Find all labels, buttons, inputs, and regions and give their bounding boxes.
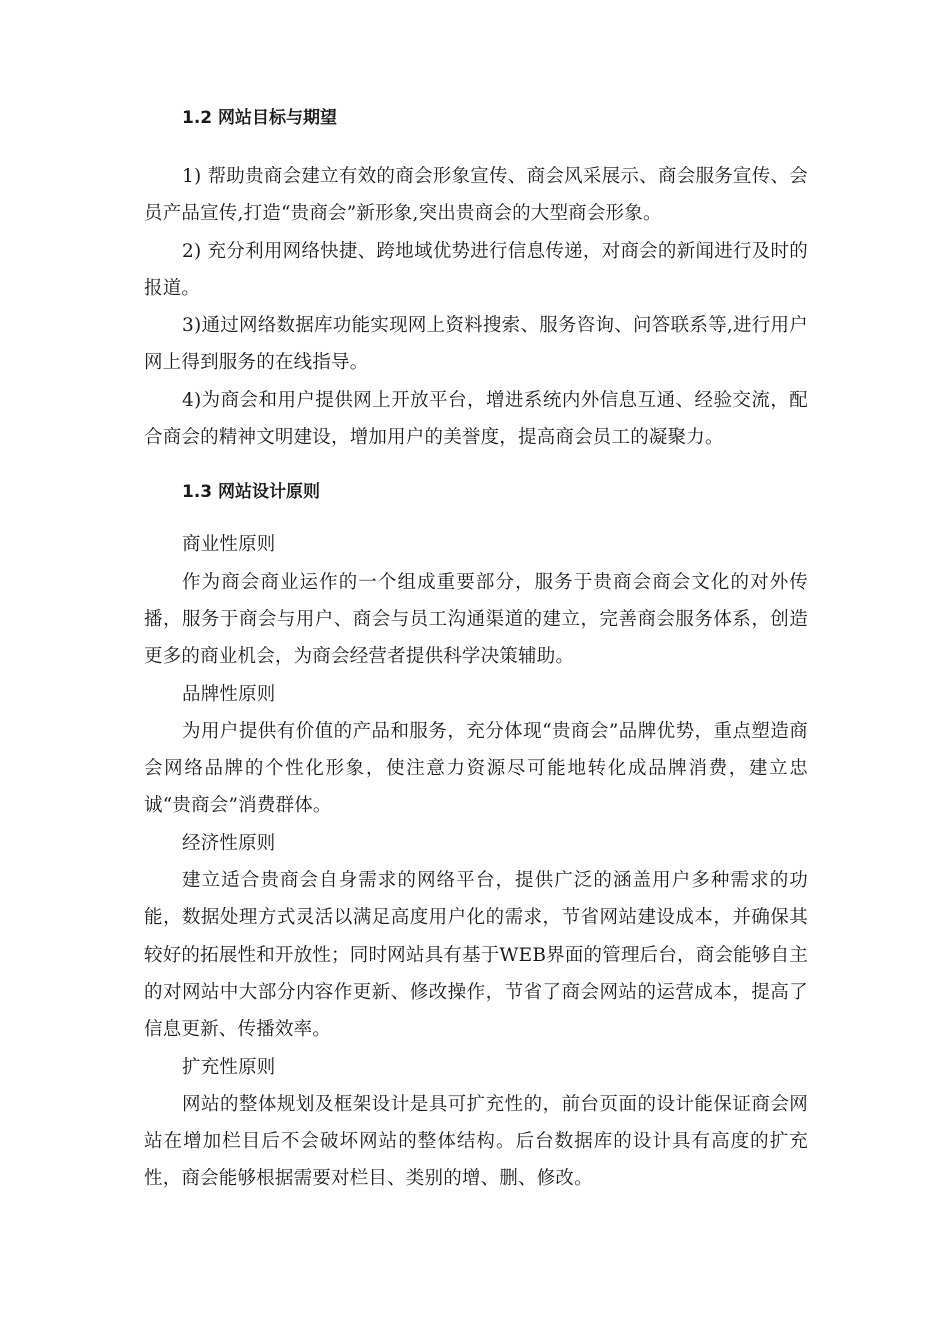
goals-list: [144, 158, 808, 456]
principle-title-brand: 品牌性原则: [182, 683, 276, 705]
goal-item-3: 3)通过网络数据库功能实现网上资料搜索、服务咨询、问答联系等,进行用户网上得到服务的在线指导。: [144, 315, 808, 374]
principles-list: [144, 526, 808, 1197]
principle-title-commercial: 商业性原则: [182, 534, 276, 556]
principle-title-extensibility: 扩充性原则: [182, 1056, 276, 1078]
goal-item-1: 1) 帮助贵商会建立有效的商会形象宣传、商会风采展示、商会服务宣传、会员产品宣传,打造“贵商会”新形象,突出贵商会的大型商会形象。: [144, 166, 808, 225]
principle-body-economy: 建立适合贵商会自身需求的网络平台，提供广泛的涵盖用户多种需求的功能，数据处理方式灵活以满足高度用户化的需求，节省网站建设成本，并确保其较好的拓展性和开放性；同时网站具有基于WEB界面的管理后台，商会能够自主的对网站中大部分内容作更新、修改操作，节省了商会网站的运营成本，提高了信息更新、传播效率。: [144, 870, 808, 1041]
goal-item-4: 4)为商会和用户提供网上开放平台，增进系统内外信息互通、经验交流，配合商会的精神文明建设，增加用户的美誉度，提高商会员工的凝聚力。: [144, 389, 808, 449]
goal-item-2: 2) 充分利用网络快捷、跨地域优势进行信息传递，对商会的新闻进行及时的报道。: [144, 240, 808, 299]
principle-body-brand: 为用户提供有价值的产品和服务，充分体现“贵商会”品牌优势，重点塑造商会网络品牌的个性化形象，使注意力资源尽可能地转化成品牌消费，建立忠诚“贵商会”消费群体。: [144, 720, 808, 817]
principle-body-commercial: 作为商会商业运作的一个组成重要部分，服务于贵商会商会文化的对外传播，服务于商会与用户、商会与员工沟通渠道的建立，完善商会服务体系，创造更多的商业机会，为商会经营者提供科学决策辅助。: [144, 571, 808, 668]
section-heading-goals: 1.2 网站目标与期望: [182, 108, 338, 128]
principle-title-economy: 经济性原则: [182, 832, 276, 854]
principle-body-extensibility: 网站的整体规划及框架设计是具可扩充性的，前台页面的设计能保证商会网站在增加栏目后不会破坏网站的整体结构。后台数据库的设计具有高度的扩充性，商会能够根据需要对栏目、类别的增、删、修改。: [144, 1093, 808, 1190]
section-heading-principles: 1.3 网站设计原则: [182, 482, 321, 503]
page-content: [144, 104, 808, 1198]
